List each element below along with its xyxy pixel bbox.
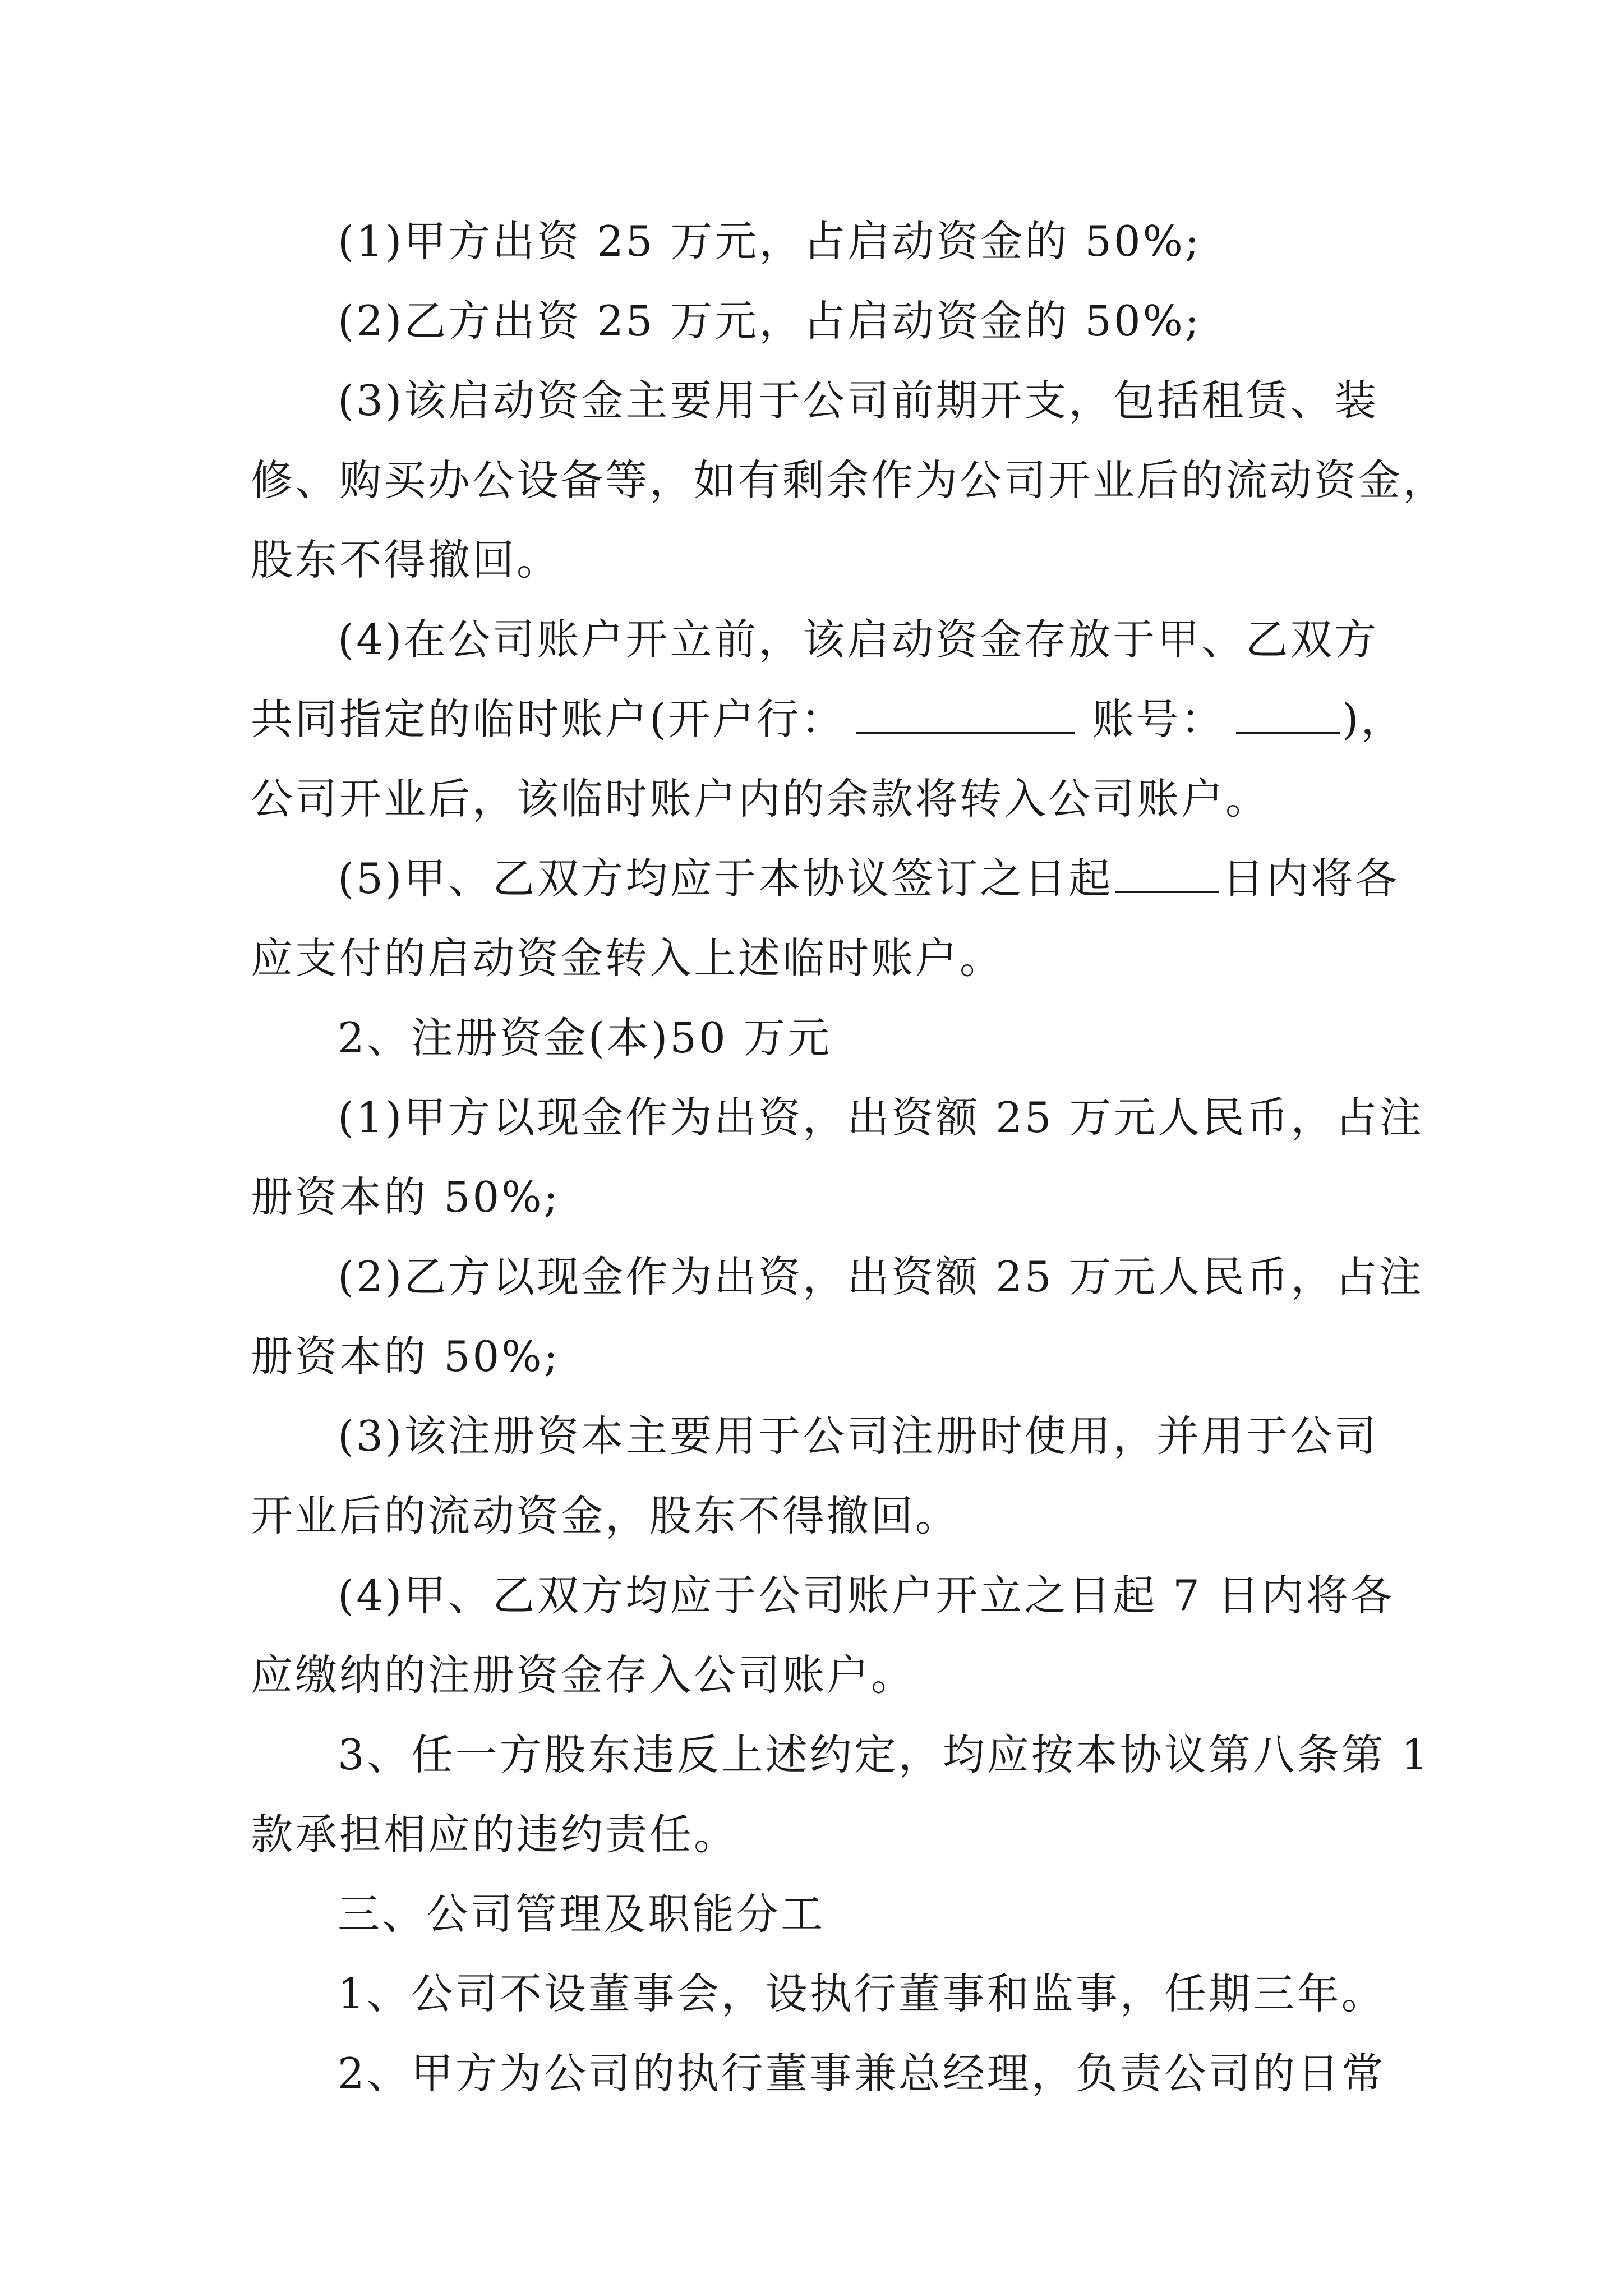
text-line: 册资本的 50%;: [251, 1332, 560, 1381]
text-line: (3)该注册资本主要用于公司注册时使用，并用于公司: [338, 1411, 1379, 1461]
fill-in-blank: [1236, 692, 1340, 734]
text-line: 公司开业后，该临时账户内的余款将转入公司账户。: [251, 774, 1270, 823]
text-line: (4)甲、乙双方均应于公司账户开立之日起 7 日内将各: [338, 1571, 1395, 1620]
section-heading: 三、公司管理及职能分工: [338, 1889, 826, 1939]
fill-in-blank: [1115, 852, 1219, 893]
text-line: (3)该启动资金主要用于公司前期开支，包括租赁、装: [338, 376, 1379, 425]
text-segment: 日内将各: [1222, 854, 1400, 903]
text-segment: (5)甲、乙双方均应于本协议签订之日起: [338, 854, 1113, 903]
text-segment: )，: [1342, 694, 1405, 744]
text-line: (1)甲方以现金作为出资，出资额 25 万元人民币，占注: [338, 1093, 1424, 1142]
text-line: 修、购买办公设备等，如有剩余作为公司开业后的流动资金，: [251, 455, 1447, 505]
text-line: 开业后的流动资金，股东不得撤回。: [251, 1491, 960, 1540]
text-line: 股东不得撤回。: [251, 535, 561, 585]
text-line: (1)甲方出资 25 万元，占启动资金的 50%;: [338, 217, 1202, 266]
text-line: 款承担相应的违约责任。: [251, 1810, 739, 1859]
text-segment: 共同指定的临时账户(开户行：: [251, 694, 846, 744]
text-line: 册资本的 50%;: [251, 1172, 560, 1222]
text-line: (2)乙方以现金作为出资，出资额 25 万元人民币，占注: [338, 1252, 1424, 1301]
fill-in-blank: [856, 692, 1075, 734]
text-line: (2)乙方出资 25 万元，占启动资金的 50%;: [338, 296, 1202, 346]
text-line-with-blanks: [251, 685, 1405, 753]
section-heading: 2、注册资金(本)50 万元: [338, 1013, 832, 1062]
text-segment: 账号：: [1092, 694, 1225, 744]
text-line-with-blank: [338, 845, 1459, 912]
text-line: 应支付的启动资金转入上述临时账户。: [251, 933, 1004, 983]
text-line: 应缴纳的注册资金存入公司账户。: [251, 1650, 916, 1700]
text-line: (4)在公司账户开立前，该启动资金存放于甲、乙双方: [338, 615, 1379, 664]
text-line: 3、任一方股东违反上述约定，均应按本协议第八条第 1: [338, 1730, 1431, 1779]
text-line: 2、甲方为公司的执行董事兼总经理，负责公司的日常: [338, 2049, 1386, 2098]
text-line: 1、公司不设董事会，设执行董事和监事，任期三年。: [338, 1969, 1386, 2018]
